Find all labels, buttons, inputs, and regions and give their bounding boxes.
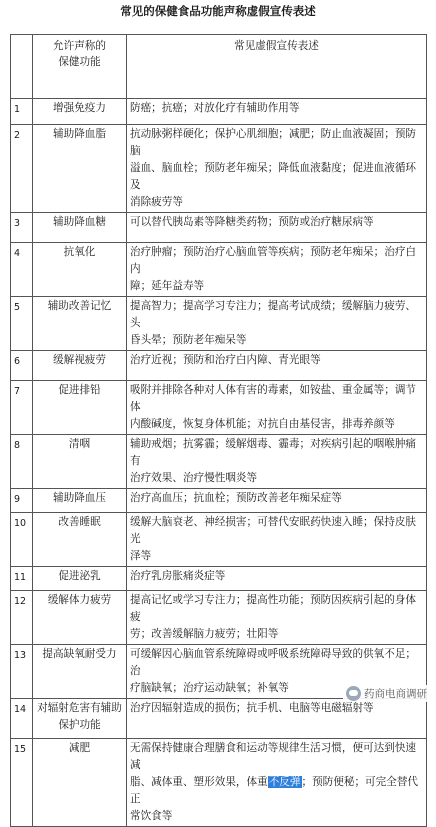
row-number-cell: 1 [11,99,33,125]
function-cell [33,297,127,351]
header-claim-text: 常见虚假宣传表述 [234,40,319,52]
claim-line: 溢血、脑血栓；预防老年痴呆；降低血液黏度；促进血液循环及 [130,162,417,191]
function-line: 缓解视疲劳 [53,354,106,366]
header-claim-cell [127,35,427,99]
header-function-line: 允许声称的 [53,40,106,52]
table-row [11,739,427,827]
claim-line: 治疗肿瘤；预防治疗心脑血管等疾病；预防老年痴呆；治疗白内 [130,246,417,275]
row-number-cell: 9 [11,489,33,513]
claim-line: 治疗高血压；抗血栓；预防改善老年痴呆症等 [130,492,342,504]
table-row [11,381,427,435]
function-cell [33,699,127,739]
function-cell [33,645,127,699]
claim-cell [127,591,427,645]
function-line: 促进排铅 [58,384,101,396]
table-row [11,213,427,243]
function-cell [33,567,127,591]
claim-line: 无需保持健康合理膳食和运动等规律生活习惯，便可达到快速减 [130,742,417,771]
document-title: 常见的保健食品功能声称虚假宣传表述 [120,4,316,18]
claim-line: 治疗近视；预防和治疗白内障、青光眼等 [130,354,321,366]
function-cell [33,99,127,125]
claim-line: 泽等 [130,550,152,562]
claim-line: 治疗乳房胀痛炎症等 [130,570,226,582]
row-number-cell: 12 [11,591,33,645]
table-row [11,489,427,513]
claim-cell [127,297,427,351]
claim-cell [127,125,427,213]
row-number-cell: 13 [11,645,33,699]
claim-cell [127,99,427,125]
claim-cell [127,213,427,243]
table-row [11,297,427,351]
claim-line: 内酸碱度，恢复身体机能；对抗自由基侵害，排毒养颜等 [130,418,395,430]
function-line: 辅助降血脂 [53,128,106,140]
wechat-logo-icon [346,686,361,701]
function-line: 促进泌乳 [58,570,101,582]
row-number-cell: 3 [11,213,33,243]
claim-line: 提高记忆或学习专注力；提高性功能；预防因疾病引起的身体疲 [130,594,417,623]
watermark-text: 药商电商调研 [364,688,427,700]
function-cell [33,125,127,213]
function-line: 减肥 [68,742,91,754]
row-number-cell: 6 [11,351,33,381]
table-row [11,125,427,213]
row-number-cell: 2 [11,125,33,213]
claim-line: 提高智力；提高学习专注力；提高考试成绩；缓解脑力疲劳、头 [130,300,417,329]
row-number-cell: 5 [11,297,33,351]
header-function-cell [33,35,127,99]
claim-cell [127,381,427,435]
row-number-cell: 8 [11,435,33,489]
header-num-cell [11,35,33,99]
function-line: 辅助降血糖 [53,216,106,228]
table-row [11,243,427,297]
function-line: 保护功能 [58,719,101,731]
function-line: 抗氧化 [63,246,96,258]
claim-line: 昏头晕；预防老年痴呆等 [130,334,247,346]
table-row [11,99,427,125]
row-number-cell: 11 [11,567,33,591]
claim-line: 可以替代胰岛素等降糖类药物；预防或治疗糖尿病等 [130,216,374,228]
function-line: 辅助降血压 [53,492,106,504]
function-cell [33,243,127,297]
claims-table [10,34,427,827]
claim-line: 疗脑缺氧；治疗运动缺氧；补氧等 [130,682,289,694]
function-line: 增强免疫力 [53,102,106,114]
function-line: 提高缺氧耐受力 [42,648,117,660]
claim-line: 治疗效果、治疗慢性咽炎等 [130,472,258,484]
table-row [11,351,427,381]
function-line: 改善睡眠 [58,516,101,528]
watermark [343,685,430,702]
claims-table-body [11,35,427,827]
function-cell [33,213,127,243]
claim-cell [127,739,427,827]
table-row [11,435,427,489]
claim-cell [127,243,427,297]
function-cell [33,435,127,489]
row-number-cell: 14 [11,699,33,739]
claim-line: 吸附并排除各种对人体有害的毒素，如铵盐、重金属等；调节体 [130,384,417,413]
claim-line: 辅助戒烟；抗雾霾；缓解烟毒、霾毒；对疾病引起的咽喉肿痛有 [130,438,417,467]
table-row [11,699,427,739]
table-row [11,513,427,567]
claim-cell [127,435,427,489]
function-cell [33,739,127,827]
function-cell [33,351,127,381]
claim-line: 障；延年益寿等 [130,280,205,292]
claim-cell [127,699,427,739]
header-function-line: 保健功能 [58,56,101,68]
function-cell [33,489,127,513]
claim-line: 脂、减体重、塑形效果，体重不反弹；预防便秘；可完全替代正 [130,776,419,805]
claim-line: 消除疲劳等 [130,196,183,208]
claim-line: 防癌；抗癌；对放化疗有辅助作用等 [130,102,300,114]
function-cell [33,591,127,645]
table-row [11,567,427,591]
claim-cell [127,513,427,567]
claim-cell [127,567,427,591]
text-selection-highlight[interactable]: 不反弹 [268,776,301,788]
row-number-cell: 7 [11,381,33,435]
claim-line: 缓解大脑衰老、神经损害；可替代安眠药快速入睡；保持皮肤光 [130,516,417,545]
claim-line: 常饮食等 [130,810,173,822]
claim-line: 治疗因辐射造成的损伤；抗手机、电脑等电磁辐射等 [130,702,374,714]
claim-line: 劳；改善缓解脑力疲劳；壮阳等 [130,628,279,640]
claim-line: 抗动脉粥样硬化；保护心肌细胞；减肥；防止血液凝固；预防脑 [130,128,417,157]
claim-cell [127,351,427,381]
claim-line: 可缓解因心脑血管系统障碍或呼吸系统障碍导致的供氧不足；治 [130,648,417,677]
row-number-cell: 10 [11,513,33,567]
table-header-row [11,35,427,99]
row-number-cell: 15 [11,739,33,827]
function-cell [33,381,127,435]
claim-cell [127,489,427,513]
function-line: 清咽 [68,438,91,450]
function-cell [33,513,127,567]
row-number-cell: 4 [11,243,33,297]
function-line: 缓解体力疲劳 [47,594,112,606]
table-row [11,591,427,645]
function-line: 辅助改善记忆 [47,300,112,312]
function-line: 对辐射危害有辅助 [37,702,122,714]
